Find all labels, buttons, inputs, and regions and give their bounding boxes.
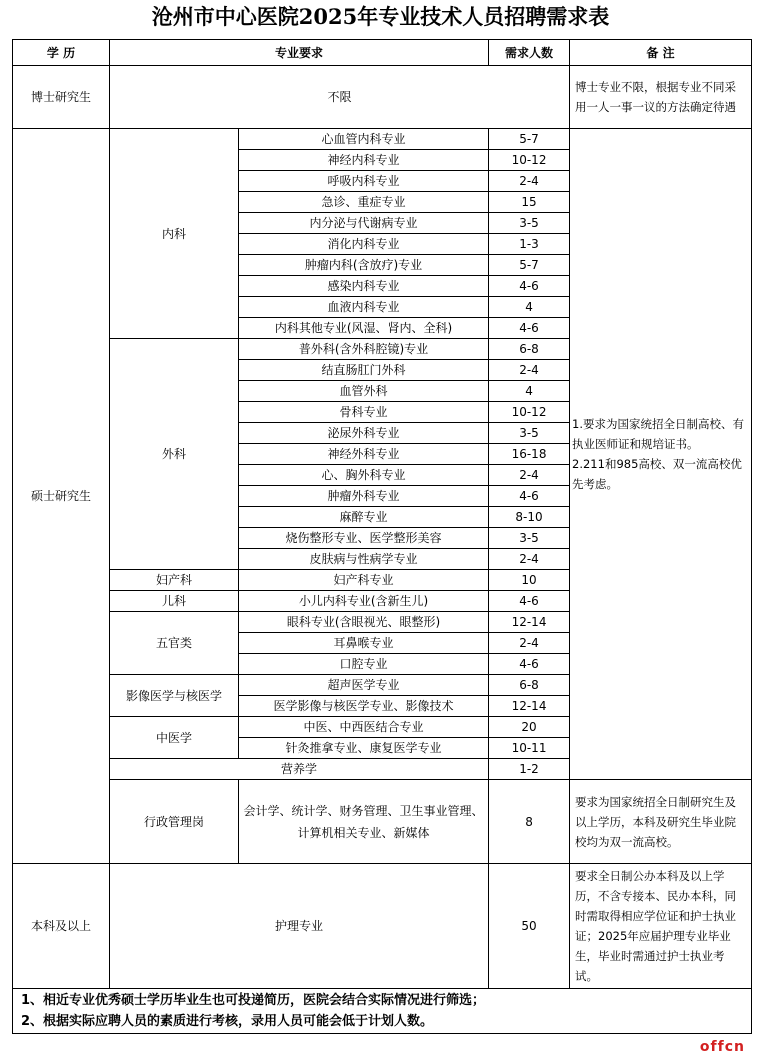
- table-row: [13, 129, 752, 150]
- headcount: 2-4: [489, 171, 570, 192]
- major-name: 肿瘤内科(含放疗)专业: [239, 255, 489, 276]
- headcount: 5-7: [489, 255, 570, 276]
- headcount: 2-4: [489, 633, 570, 654]
- phd-major: 不限: [110, 66, 570, 129]
- table-row: [13, 864, 752, 989]
- header-major: 专业要求: [110, 40, 489, 66]
- major-name: 针灸推拿专业、康复医学专业: [239, 738, 489, 759]
- major-name: 普外科(含外科腔镜)专业: [239, 339, 489, 360]
- headcount: 3-5: [489, 213, 570, 234]
- major-name: 皮肤病与性病学专业: [239, 549, 489, 570]
- major-name: 神经内科专业: [239, 150, 489, 171]
- remark-line: 1.要求为国家统招全日制高校、有执业医师证和规培证书。: [572, 417, 744, 451]
- headcount: 8-10: [489, 507, 570, 528]
- master-education: 硕士研究生: [13, 129, 110, 864]
- headcount: 2-4: [489, 360, 570, 381]
- watermark-logo: offcn: [699, 1039, 745, 1055]
- headcount: 50: [489, 864, 570, 989]
- major-name: 内分泌与代谢病专业: [239, 213, 489, 234]
- major-name: 肿瘤外科专业: [239, 486, 489, 507]
- header-remarks: 备 注: [570, 40, 752, 66]
- headcount: 10: [489, 570, 570, 591]
- major-name: 妇产科专业: [239, 570, 489, 591]
- table-row: [13, 780, 752, 864]
- department-name: 内科: [110, 129, 239, 339]
- headcount: 4-6: [489, 654, 570, 675]
- major-name: 护理专业: [110, 864, 489, 989]
- headcount: 10-11: [489, 738, 570, 759]
- department-name: 中医学: [110, 717, 239, 759]
- major-name: 烧伤整形专业、医学整形美容: [239, 528, 489, 549]
- footnote-line: 1、相近专业优秀硕士学历毕业生也可投递简历，医院会结合实际情况进行筛选；: [21, 993, 486, 1008]
- phd-education: 博士研究生: [13, 66, 110, 129]
- department-name: 儿科: [110, 591, 239, 612]
- headcount: 4-6: [489, 276, 570, 297]
- headcount: 2-4: [489, 549, 570, 570]
- footnote-line: 2、根据实际应聘人员的素质进行考核，录用人员可能会低于计划人数。: [21, 1014, 434, 1029]
- major-name: 内科其他专业(风湿、肾内、全科): [239, 318, 489, 339]
- bachelor-remarks: 要求全日制公办本科及以上学历，不含专接本、民办本科，同时需取得相应学位证和护士执业证；2025年应届护理专业毕业生，毕业时需通过护士执业考试。: [570, 864, 752, 989]
- major-name: 中医、中西医结合专业: [239, 717, 489, 738]
- footnotes-row: [13, 989, 752, 1034]
- major-name: 血液内科专业: [239, 297, 489, 318]
- footnotes: [13, 989, 752, 1034]
- major-name: 消化内科专业: [239, 234, 489, 255]
- major-name: 心血管内科专业: [239, 129, 489, 150]
- headcount: 6-8: [489, 339, 570, 360]
- major-name: 感染内科专业: [239, 276, 489, 297]
- admin-remarks: 要求为国家统招全日制研究生及以上学历，本科及研究生毕业院校均为双一流高校。: [570, 780, 752, 864]
- master-remarks: [570, 129, 752, 780]
- major-name: 神经外科专业: [239, 444, 489, 465]
- headcount: 5-7: [489, 129, 570, 150]
- department-name: 行政管理岗: [110, 780, 239, 864]
- major-name: 会计学、统计学、财务管理、卫生事业管理、计算机相关专业、新媒体: [239, 780, 489, 864]
- headcount: 2-4: [489, 465, 570, 486]
- headcount: 4-6: [489, 591, 570, 612]
- header-count: 需求人数: [489, 40, 570, 66]
- major-name: 呼吸内科专业: [239, 171, 489, 192]
- headcount: 1-3: [489, 234, 570, 255]
- major-name: 麻醉专业: [239, 507, 489, 528]
- major-name: 耳鼻喉专业: [239, 633, 489, 654]
- major-name: 超声医学专业: [239, 675, 489, 696]
- department-name: 妇产科: [110, 570, 239, 591]
- page-title: 沧州市中心医院2025年专业技术人员招聘需求表: [151, 4, 610, 29]
- headcount: 12-14: [489, 612, 570, 633]
- department-name: 五官类: [110, 612, 239, 675]
- major-name: 口腔专业: [239, 654, 489, 675]
- headcount: 10-12: [489, 150, 570, 171]
- major-name: 泌尿外科专业: [239, 423, 489, 444]
- headcount: 4: [489, 381, 570, 402]
- recruitment-table: [12, 39, 752, 1034]
- phd-remarks: 博士专业不限，根据专业不同采用一人一事一议的方法确定待遇: [570, 66, 752, 129]
- headcount: 8: [489, 780, 570, 864]
- headcount: 1-2: [489, 759, 570, 780]
- headcount: 3-5: [489, 423, 570, 444]
- headcount: 3-5: [489, 528, 570, 549]
- headcount: 10-12: [489, 402, 570, 423]
- major-name: 小儿内科专业(含新生儿): [239, 591, 489, 612]
- department-name: 影像医学与核医学: [110, 675, 239, 717]
- major-name: 医学影像与核医学专业、影像技术: [239, 696, 489, 717]
- headcount: 4: [489, 297, 570, 318]
- major-name: 营养学: [110, 759, 489, 780]
- header-education: 学 历: [13, 40, 110, 66]
- bachelor-education: 本科及以上: [13, 864, 110, 989]
- headcount: 20: [489, 717, 570, 738]
- major-name: 心、胸外科专业: [239, 465, 489, 486]
- remark-line: 2.211和985高校、双一流高校优先考虑。: [572, 457, 742, 491]
- headcount: 16-18: [489, 444, 570, 465]
- headcount: 12-14: [489, 696, 570, 717]
- headcount: 4-6: [489, 486, 570, 507]
- major-name: 急诊、重症专业: [239, 192, 489, 213]
- headcount: 15: [489, 192, 570, 213]
- department-name: 外科: [110, 339, 239, 570]
- headcount: 4-6: [489, 318, 570, 339]
- major-name: 骨科专业: [239, 402, 489, 423]
- major-name: 血管外科: [239, 381, 489, 402]
- major-name: 结直肠肛门外科: [239, 360, 489, 381]
- major-name: 眼科专业(含眼视光、眼整形): [239, 612, 489, 633]
- headcount: 6-8: [489, 675, 570, 696]
